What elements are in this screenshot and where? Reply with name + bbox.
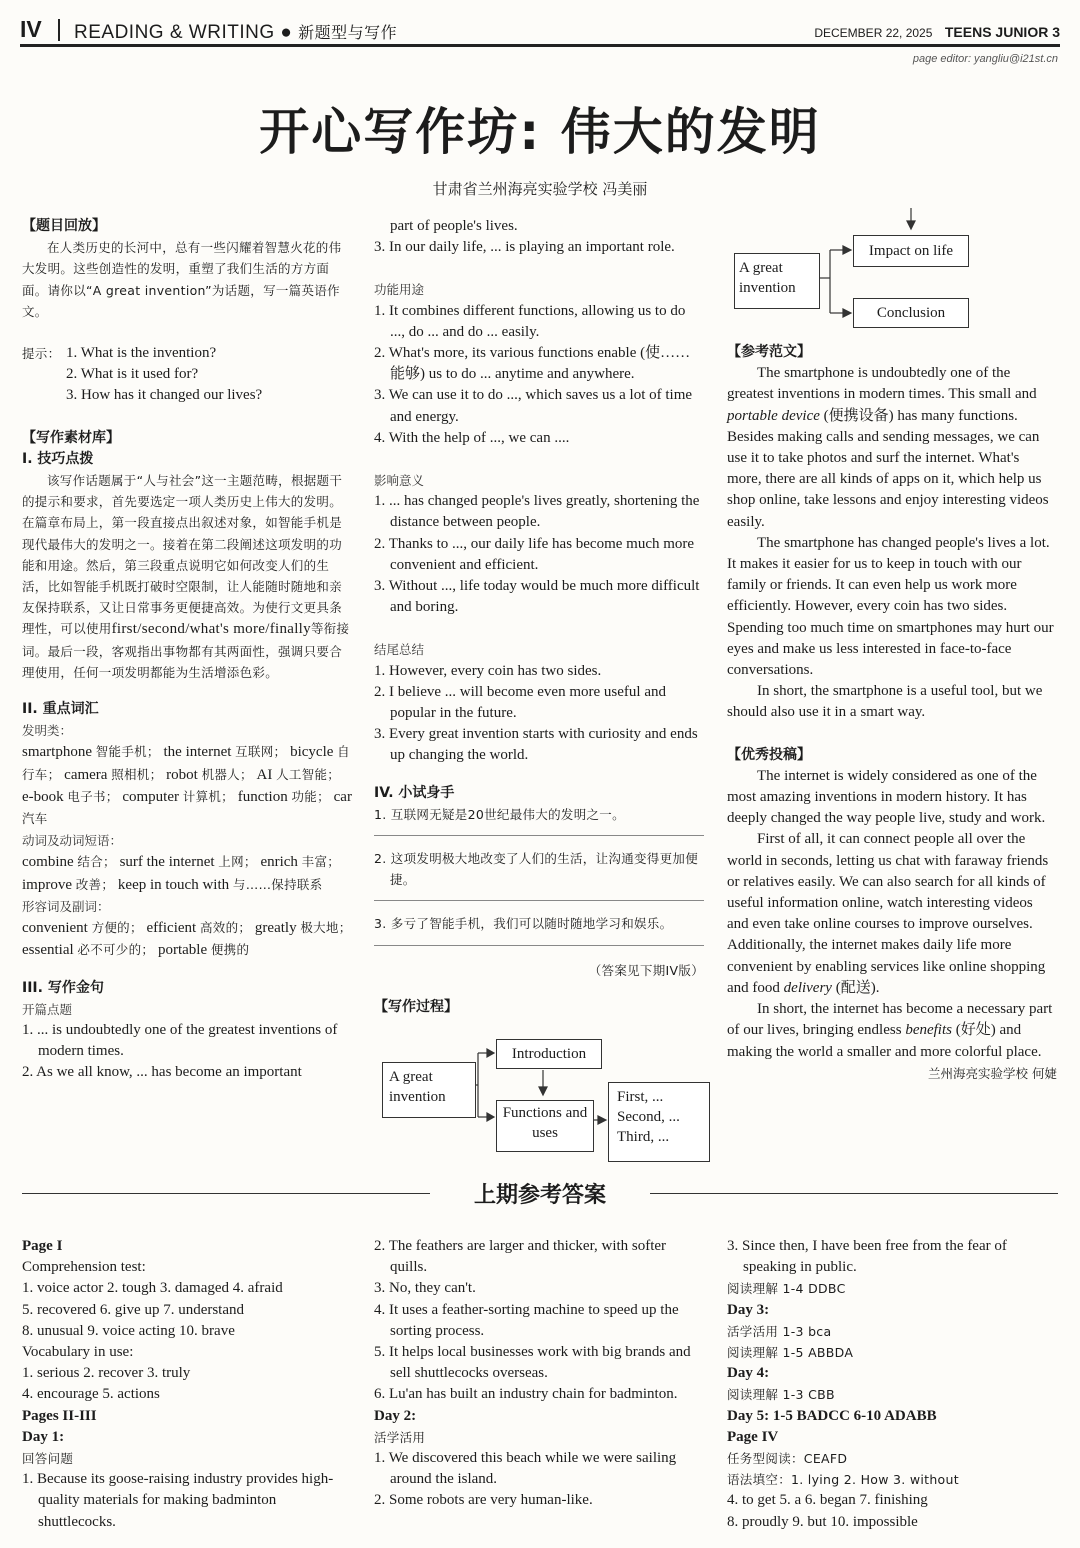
answer-line: Day 5: 1-5 BADCC 6-10 ADABB — [727, 1407, 937, 1424]
essay-text: In short, the internet has become a necessary part of our lives, bringing endless — [727, 1001, 1053, 1039]
answer-line: Page IV — [727, 1428, 779, 1445]
skill-text-b: 等衔接词。最后一段，客观指出事物都有其两面性，强调只要合理使用，任何一项发明都能为生活增添色彩。 — [22, 621, 350, 680]
vocab-word: improve — [22, 876, 72, 893]
answer-line: 1. We discovered this beach while we were sailing around the island. — [374, 1450, 677, 1488]
subsection-heading: IV. 小试身手 — [374, 784, 455, 801]
answer-line: 语法填空：1. lying 2. How 3. without — [727, 1472, 959, 1488]
vocab-word: camera — [64, 766, 108, 783]
essay-signature: 兰州海亮实验学校 何婕 — [928, 1065, 1057, 1081]
section-heading: 【题目回放】 — [22, 218, 106, 234]
tip-item: 3. How has it changed our lives? — [66, 387, 263, 404]
phrase-item: 1. ... is undoubtedly one of the greatest inventions of modern times. — [22, 1021, 338, 1060]
answers-column-3 — [727, 1236, 1057, 1533]
answer-line: Day 3: — [727, 1301, 770, 1318]
vocab-meaning: 与……保持联系 — [232, 876, 323, 892]
vocab-meaning: 互联网； — [235, 744, 287, 760]
answer-line: 阅读理解 1-3 CBB — [727, 1387, 835, 1403]
flow-box-functions: Functions and uses — [496, 1100, 594, 1152]
answer-line: 8. proudly 9. but 10. impossible — [727, 1513, 918, 1530]
answer-line: 活学活用 — [374, 1429, 426, 1445]
essay-text: In short, the smartphone is a useful tool, but we should also use it in a smart way. — [727, 683, 1043, 721]
vocab-label: 发明类： — [22, 723, 73, 739]
vocab-word: function — [237, 788, 288, 805]
answer-line: 6. Lu'an has built an industry chain for badminton. — [374, 1386, 678, 1403]
answer-line: 2. Some robots are very human-like. — [374, 1492, 593, 1509]
vocab-label: 形容词及副词： — [22, 898, 110, 914]
phrase-item: 3. Without ..., life today would be much more difficult and boring. — [374, 578, 700, 616]
answer-line: 2. The feathers are larger and thicker, with softer quills. — [374, 1238, 667, 1276]
essay-paragraph — [727, 533, 1057, 681]
vocab-meaning: 智能手机； — [95, 744, 160, 760]
answer-line: 阅读理解 1-5 ABBDA — [727, 1345, 854, 1361]
article-byline: 甘肃省兰州海亮实验学校 冯美丽 — [432, 180, 648, 198]
page-number: IV — [20, 16, 42, 42]
excellent-essay — [727, 766, 1057, 1063]
vocab-word: smartphone — [22, 744, 92, 761]
glossed-term: portable device — [727, 407, 820, 424]
flow-box-steps: First, ... Second, ... Third, ... — [608, 1082, 710, 1162]
phrase-item: 3. Every great invention starts with curiosity and ends up changing the world. — [374, 726, 698, 764]
phrase-item: 2. As we all know, ... has become an important — [22, 1064, 302, 1081]
sample-essay — [727, 363, 1057, 723]
vocab-word: e-book — [22, 788, 64, 805]
vocab-meaning: 电子书； — [67, 788, 119, 804]
vocab-word: greatly — [254, 920, 297, 937]
column-3 — [727, 342, 1057, 1084]
glossed-term: benefits — [905, 1022, 952, 1039]
page-editor: page editor: yangliu@i21st.cn — [912, 53, 1058, 65]
phrase-item: 3. We can use it to do ..., which saves us a lot of time and energy. — [374, 387, 693, 425]
answer-line: 4. to get 5. a 6. began 7. finishing — [727, 1492, 928, 1509]
answer-line: 任务型阅读：CEAFD — [727, 1451, 848, 1467]
phrase-label: 开篇点题 — [22, 1001, 73, 1017]
answer-line: 3. No, they can't. — [374, 1280, 476, 1297]
phrase-item: 2. Thanks to ..., our daily life has become much more convenient and efficient. — [374, 535, 695, 573]
vocab-meaning: 功能； — [291, 788, 330, 804]
answer-line: 8. unusual 9. voice acting 10. brave — [22, 1322, 235, 1339]
vocab-word: the internet — [163, 744, 232, 761]
vocab-word: enrich — [260, 854, 298, 871]
vocab-word: computer — [122, 788, 180, 805]
section-heading: 【写作过程】 — [374, 998, 458, 1015]
flow-box-conclusion: Conclusion — [853, 298, 969, 328]
vocab-meaning: 机器人； — [201, 766, 253, 782]
answers-rule-right — [650, 1193, 1058, 1194]
answer-line: 阅读理解 1-4 DDBC — [727, 1281, 846, 1297]
essay-paragraph — [727, 999, 1057, 1063]
answer-line: 1. voice actor 2. tough 3. damaged 4. afraid — [22, 1280, 283, 1297]
answers-column-2 — [374, 1236, 704, 1512]
flow-box-impact: Impact on life — [853, 235, 969, 267]
section-heading: 【参考范文】 — [727, 344, 811, 360]
answer-line: 3. Since then, I have been free from the fear of speaking in public. — [727, 1238, 1007, 1276]
answer-line: Comprehension test: — [22, 1259, 146, 1276]
essay-paragraph — [727, 363, 1057, 533]
answer-line: Day 4: — [727, 1365, 770, 1382]
answer-line: Pages II-III — [22, 1407, 97, 1424]
issue-date: DECEMBER 22, 2025 — [814, 26, 933, 40]
answer-line: 活学活用 1-3 bca — [727, 1323, 832, 1339]
vocab-meaning: 方便的； — [91, 920, 143, 936]
vocab-meaning: 照相机； — [111, 766, 163, 782]
answer-line: Page I — [22, 1238, 63, 1254]
answer-line: 1. Because its goose-raising industry provides high-quality materials for making badminton shuttlecocks. — [22, 1471, 334, 1530]
phrase-label: 结尾总结 — [374, 642, 425, 658]
paper-name: TEENS JUNIOR 3 — [944, 24, 1060, 40]
phrase-item: 2. I believe ... will become even more useful and popular in the future. — [374, 683, 666, 722]
flow-box-start: A great invention — [734, 253, 820, 309]
vocab-word: bicycle — [290, 744, 334, 761]
subsection-heading: III. 写作金句 — [22, 979, 104, 996]
answers-column-1 — [22, 1236, 352, 1533]
vocab-word: car — [333, 788, 352, 805]
vocab-meaning: 高效的； — [199, 920, 252, 936]
essay-paragraph — [727, 829, 1057, 999]
vocab-meaning: 改善； — [75, 876, 115, 892]
phrase-item: 4. With the help of ..., we can .... — [374, 429, 570, 446]
essay-text: The smartphone is undoubtedly one of the greatest inventions in modern times. This small and — [727, 365, 1037, 403]
article-title: 开心写作坊: 伟大的发明 — [259, 103, 821, 161]
vocab-meaning: 必不可少的； — [77, 942, 155, 958]
section-title-cn: 新题型与写作 — [298, 23, 398, 42]
vocab-meaning: 结合； — [77, 854, 116, 870]
vocab-label: 动词及动词短语： — [22, 833, 123, 849]
essay-text: (配送). — [831, 979, 880, 996]
tip-item: 2. What is it used for? — [66, 366, 199, 383]
essay-text: The internet is widely considered as one of the most amazing inventions in modern history. It has deeply changed the way people live, study and work. — [727, 767, 1046, 827]
phrase-item: part of people's lives. — [390, 218, 518, 234]
vocab-meaning: 计算机； — [182, 788, 234, 804]
answer-line: 4. It uses a feather-sorting machine to speed up the sorting process. — [374, 1301, 679, 1339]
flow-box-introduction: Introduction — [496, 1039, 602, 1069]
phrase-label: 功能用途 — [374, 282, 425, 298]
essay-text: (便携设备) has many functions. Besides making calls and sending messages, we can use it to take photos and surf the internet. What's more, there are all kinds of apps on it, which help us shop online, take lessons and enjoy interesting videos easily. — [727, 407, 1049, 530]
answers-title: 上期参考答案 — [473, 1183, 606, 1208]
section-title: READING & WRITING — [74, 22, 275, 43]
flow-box-start: A great invention — [382, 1062, 476, 1118]
essay-text: First of all, it can connect people all over the world in seconds, letting us chat with faraway friends or relatives easily. We can also search for all kinds of useful information online, watch interesting videos and even take online courses to improve ourselves. Additionally, the internet makes daily life more convenient by enabling services like online shopping and food — [727, 831, 1049, 996]
glossed-term: delivery — [783, 979, 832, 996]
connective-words: first/second/what's more/finally — [111, 621, 311, 638]
vocab-meaning: 上网； — [218, 854, 257, 870]
phrase-item: 3. In our daily life, ... is playing an important role. — [374, 239, 675, 256]
vocab-meaning: 自行车； — [22, 744, 350, 782]
vocab-word: portable — [157, 942, 208, 959]
essay-paragraph — [727, 766, 1057, 830]
exercise-item: 2. 这项发明极大地改变了人们的生活，让沟通变得更加便捷。 — [374, 848, 704, 901]
subsection-heading: I. 技巧点拨 — [22, 450, 94, 467]
answer-line: Vocabulary in use: — [22, 1344, 134, 1361]
vocab-meaning: 汽车 — [22, 811, 48, 827]
phrase-item: 1. However, every coin has two sides. — [374, 662, 602, 679]
vocab-word: combine — [22, 854, 74, 871]
tips-label: 提示： — [22, 346, 61, 362]
answer-note: （答案见下期IV版） — [588, 962, 704, 978]
answer-line: 回答问题 — [22, 1451, 74, 1467]
vocab-meaning: 便携的 — [210, 942, 250, 958]
answer-line: Day 2: — [374, 1407, 417, 1424]
vocab-word: AI — [256, 766, 273, 783]
answer-line: 4. encourage 5. actions — [22, 1386, 160, 1403]
vocab-meaning: 丰富； — [301, 854, 341, 870]
answer-line: 1. serious 2. recover 3. truly — [22, 1365, 191, 1382]
section-heading: 【优秀投稿】 — [727, 746, 811, 763]
vocab-word: essential — [22, 942, 74, 959]
exercise-item: 3. 多亏了智能手机，我们可以随时随地学习和娱乐。 — [374, 913, 704, 945]
subsection-heading: II. 重点词汇 — [22, 701, 99, 718]
prompt-text: 在人类历史的长河中，总有一些闪耀着智慧火花的伟大发明。这些创造性的发明，重塑了我们生活的方方面面。请你以“A great invention”为话题，写一篇英语作文。 — [22, 240, 342, 319]
vocab-word: keep in touch with — [117, 876, 230, 893]
phrase-item: 1. It combines different functions, allowing us to do ..., do ... and do ... easily. — [374, 302, 686, 340]
tip-item: 1. What is the invention? — [66, 345, 217, 362]
exercise-item: 1. 互联网无疑是20世纪最伟大的发明之一。 — [374, 804, 704, 836]
vocab-word: surf the internet — [119, 854, 215, 871]
phrase-item: 1. ... has changed people's lives greatly, shortening the distance between people. — [374, 493, 700, 531]
vocab-meaning: 人工智能； — [276, 766, 341, 782]
vocab-meaning: 极大地； — [300, 920, 352, 936]
vocab-word: efficient — [146, 920, 197, 937]
bullet-icon: ● — [280, 22, 299, 43]
answer-line: 5. It helps local businesses work with big brands and sell shuttlecocks overseas. — [374, 1344, 691, 1382]
vocab-word: robot — [166, 766, 198, 783]
essay-text: The smartphone has changed people's lives a lot. It makes it easier for us to keep in touch with our family or friends. It can even help us work more efficiently. However, every coin has two sides. Spending too much time on smartphones may hurt our eyes and make us less interested in face-to-face conversations. — [727, 534, 1054, 679]
answer-line: Day 1: — [22, 1428, 65, 1445]
section-heading: 【写作素材库】 — [22, 429, 120, 446]
skill-text-a: 该写作话题属于“人与社会”这一主题范畴，根据题干的提示和要求，首先要选定一项人类历史上伟大的发明。在篇章布局上，第一段直接点出叙述对象，如智能手机是现代最伟大的发明之一。接着在第二段阐述这项发明的功能和用途。然后，第三段重点说明它如何改变人们的生活，比如智能手机既打破时空限制，让人能随时随地和亲友保持联系，又让日常事务更便捷高效。为使行文更具条理性，可以使用 — [22, 473, 343, 637]
essay-paragraph — [727, 681, 1057, 723]
vocab-word: convenient — [22, 920, 88, 937]
phrase-label: 影响意义 — [374, 473, 425, 489]
answer-line: 5. recovered 6. give up 7. understand — [22, 1301, 245, 1318]
essay-text: (好处) and making the world a smaller and more colorful place. — [727, 1022, 1042, 1060]
phrase-item: 2. What's more, its various functions enable (使……能够) us to do ... anytime and anywhere. — [374, 345, 691, 383]
